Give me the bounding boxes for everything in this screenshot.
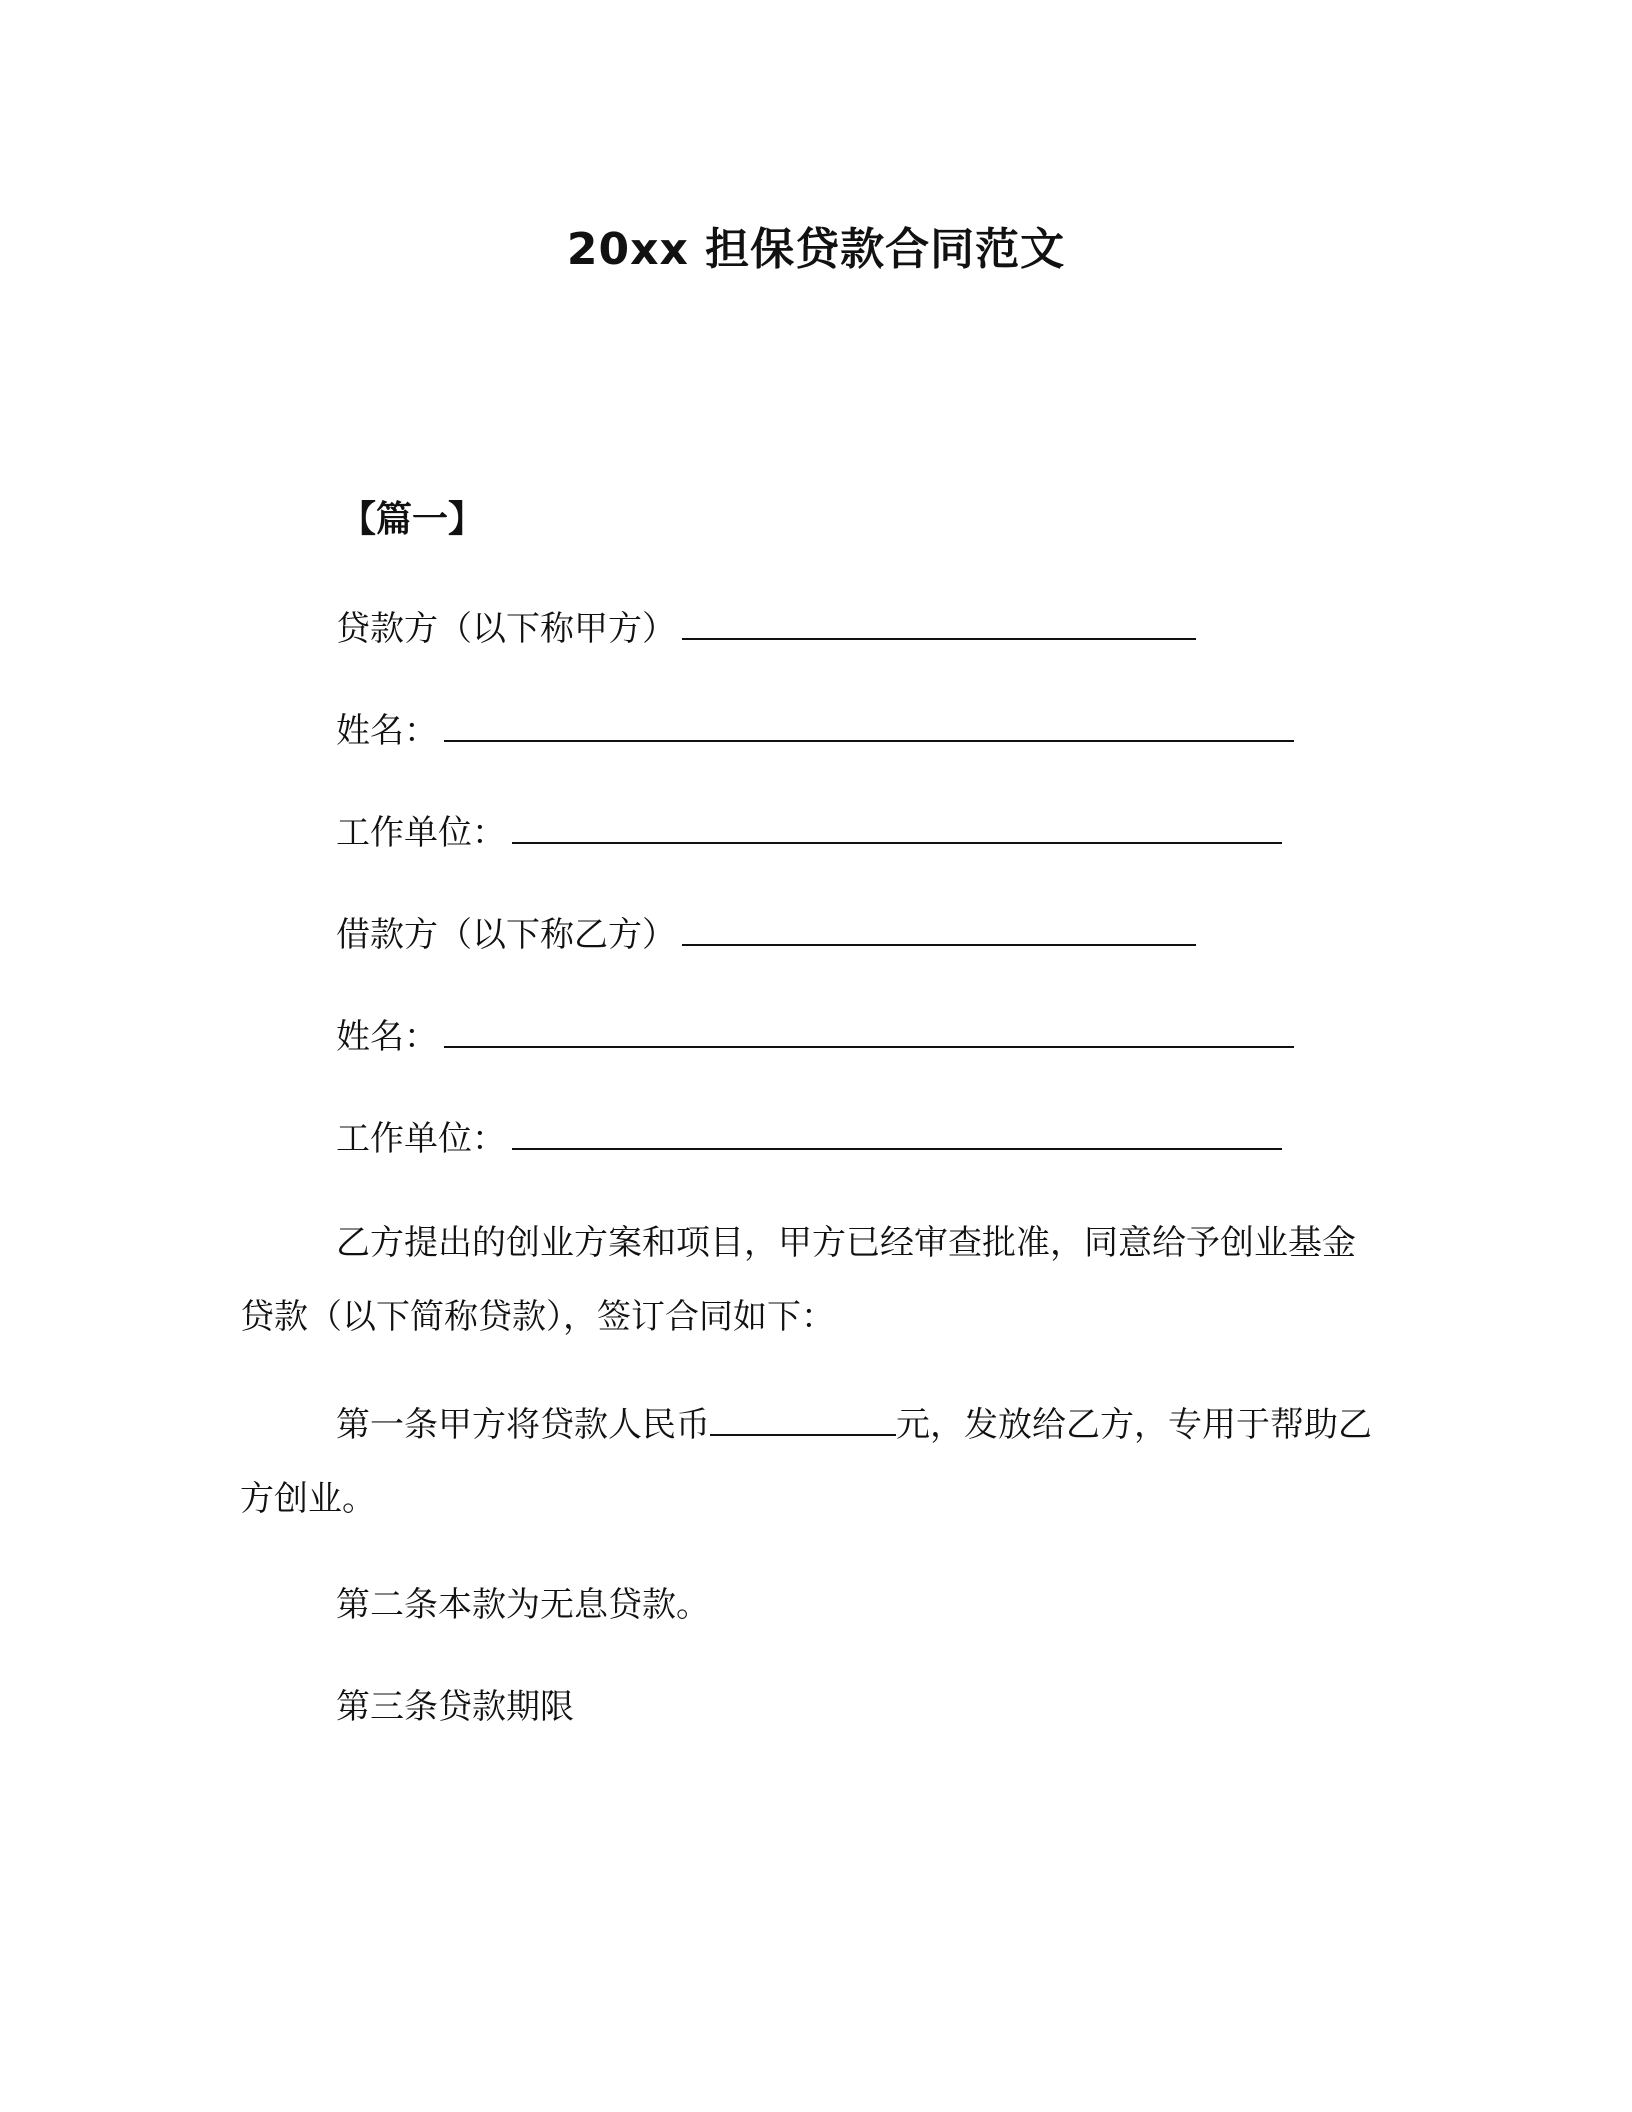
borrower-work-label: 工作单位： — [336, 1119, 506, 1159]
borrower-label: 借款方（以下称乙方） — [336, 915, 676, 955]
borrower-work-line — [336, 1114, 1282, 1163]
lender-blank — [682, 604, 1196, 640]
article-3: 第三条贷款期限 — [336, 1687, 574, 1727]
lender-name-label: 姓名： — [336, 711, 438, 751]
lender-work-line — [336, 808, 1282, 857]
borrower-work-blank — [512, 1114, 1282, 1150]
article-2: 第二条本款为无息贷款。 — [336, 1585, 710, 1625]
lender-work-label: 工作单位： — [336, 813, 506, 853]
article-1 — [240, 1388, 1380, 1536]
document-title: 20xx 担保贷款合同范文 — [566, 224, 1066, 275]
borrower-name-blank — [444, 1012, 1294, 1048]
borrower-blank — [682, 910, 1196, 946]
section-heading: 【篇一】 — [340, 499, 485, 540]
lender-line — [336, 604, 1196, 653]
article-1-before: 第一条甲方将贷款人民币 — [336, 1405, 710, 1445]
amount-blank — [710, 1400, 896, 1436]
lender-name-line — [336, 706, 1294, 755]
borrower-line — [336, 910, 1196, 959]
lender-name-blank — [444, 706, 1294, 742]
borrower-name-label: 姓名： — [336, 1017, 438, 1057]
lender-label: 贷款方（以下称甲方） — [336, 609, 676, 649]
intro-paragraph: 乙方提出的创业方案和项目，甲方已经审查批准，同意给予创业基金贷款（以下简称贷款），签订合同如下： — [240, 1223, 1356, 1337]
lender-work-blank — [512, 808, 1282, 844]
article-1-after: 元，发放给乙方，专用于帮助乙方创业。 — [240, 1405, 1372, 1519]
borrower-name-line — [336, 1012, 1294, 1061]
